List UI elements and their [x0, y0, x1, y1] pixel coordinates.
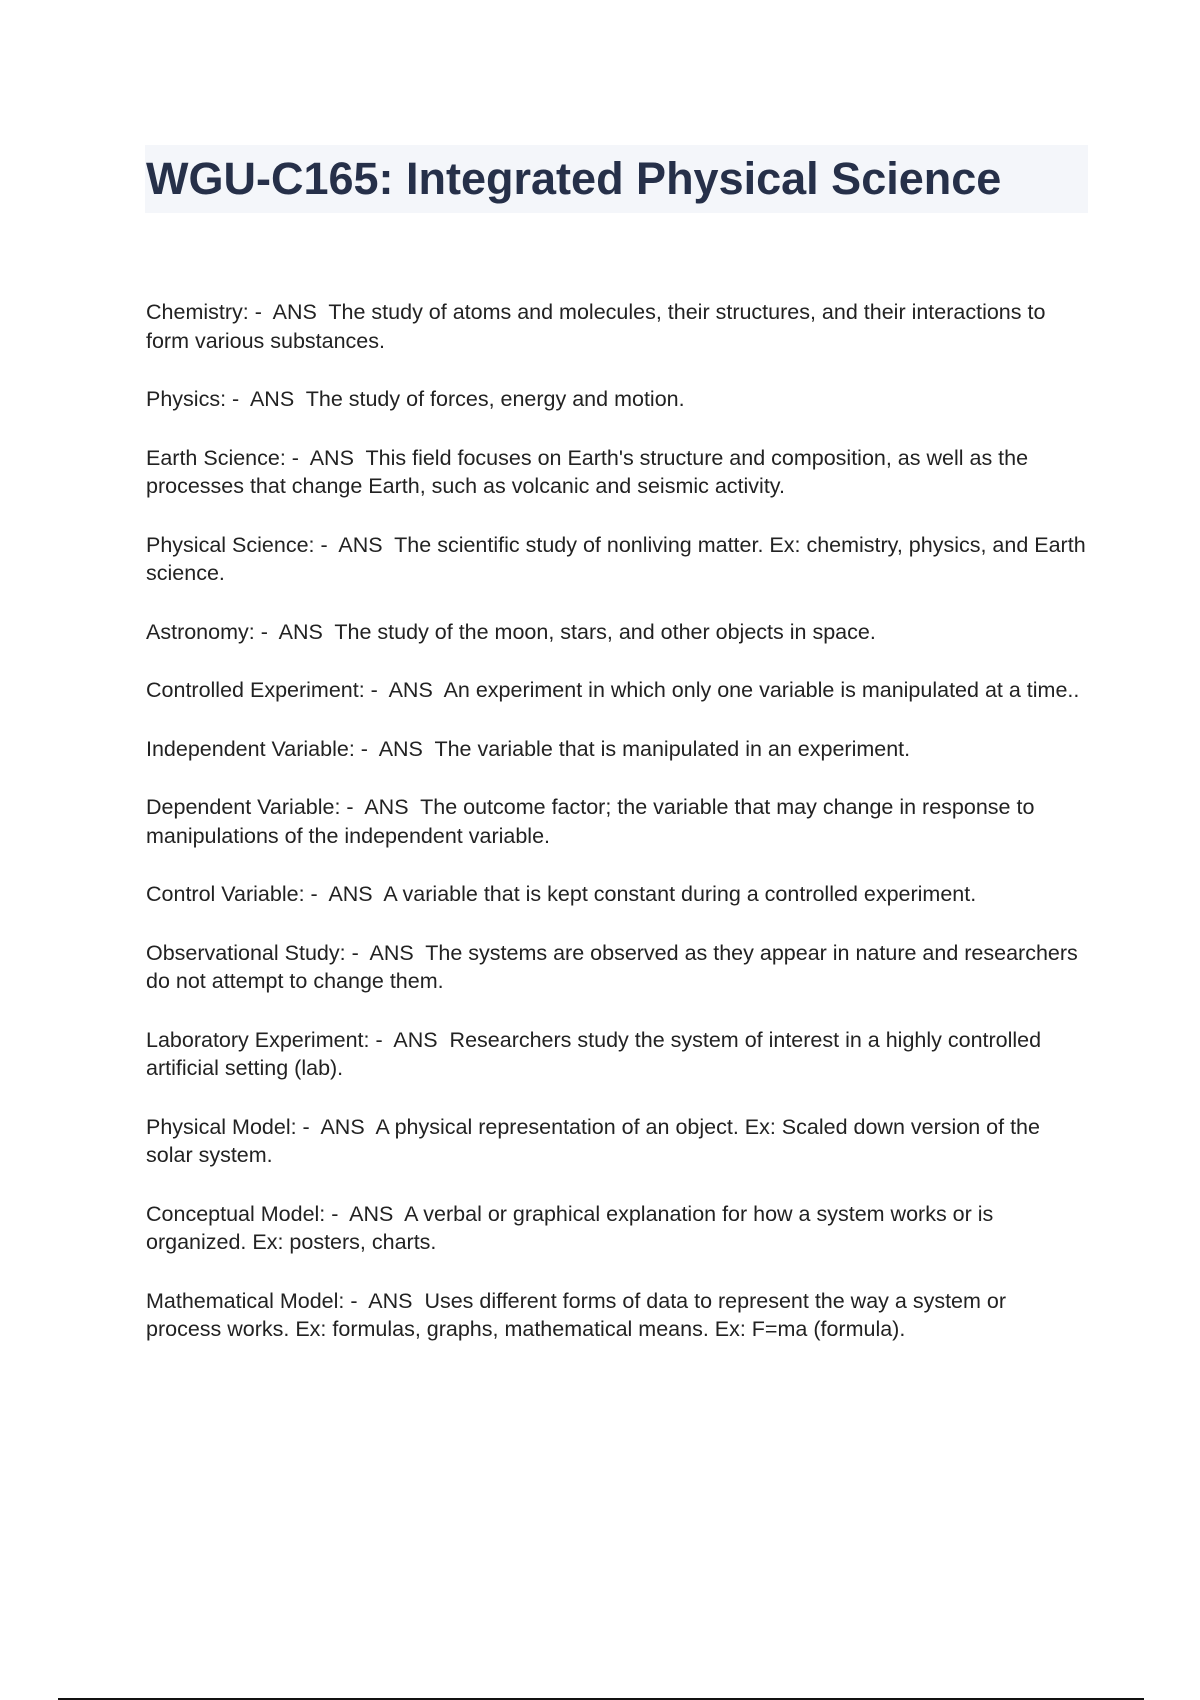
- entry-separator: - ANS: [354, 736, 435, 761]
- entry-term: Physics:: [146, 387, 227, 411]
- definition-list: [146, 298, 1086, 1374]
- entry-definition: A physical representation of an object. Ex: Scaled down version of the solar system.: [146, 1114, 1040, 1167]
- entry-term: Mathematical Model:: [146, 1288, 345, 1313]
- entry-term: Laboratory Experiment:: [146, 1027, 370, 1052]
- entry-definition: This field focuses on Earth's structure and composition, as well as the processes that change Earth, such as volcanic and seismic activity.: [146, 445, 1029, 498]
- definition-entry: [146, 1200, 1086, 1257]
- entry-separator: - ANS: [345, 940, 426, 965]
- entry-term: Controlled Experiment:: [146, 678, 365, 702]
- definition-entry: [146, 793, 1086, 850]
- entry-term: Physical Science:: [146, 532, 315, 557]
- definition-entry: [146, 1026, 1086, 1083]
- definition-entry: [146, 1287, 1086, 1344]
- entry-term: Chemistry:: [146, 300, 249, 324]
- entry-separator: - ANS: [364, 678, 444, 702]
- definition-entry: [146, 1113, 1086, 1170]
- entry-definition: An experiment in which only one variable is manipulated at a time..: [443, 678, 1080, 702]
- entry-definition: The variable that is manipulated in an experiment.: [434, 736, 911, 761]
- entry-separator: - ANS: [340, 795, 421, 819]
- definition-entry: [146, 880, 1086, 909]
- definition-entry: [146, 676, 1086, 705]
- entry-separator: - ANS: [344, 1288, 425, 1313]
- entry-definition: The study of forces, energy and motion.: [305, 387, 685, 411]
- entry-separator: - ANS: [226, 387, 306, 411]
- entry-term: Dependent Variable:: [146, 795, 341, 819]
- entry-separator: - ANS: [254, 619, 335, 644]
- entry-separator: - ANS: [304, 882, 384, 906]
- entry-term: Independent Variable:: [146, 736, 355, 761]
- entry-definition: The scientific study of nonliving matter. Ex: chemistry, physics, and Earth science.: [146, 532, 1086, 585]
- entry-separator: - ANS: [248, 300, 329, 324]
- entry-definition: The systems are observed as they appear in nature and researchers do not attempt to change them.: [146, 940, 1078, 993]
- entry-definition: Researchers study the system of interest in a highly controlled artificial setting (lab).: [146, 1027, 1042, 1080]
- entry-separator: - ANS: [285, 445, 366, 470]
- entry-term: Control Variable:: [146, 882, 305, 906]
- entry-definition: A variable that is kept constant during a controlled experiment.: [383, 882, 977, 906]
- entry-separator: - ANS: [325, 1201, 405, 1226]
- definition-entry: [146, 385, 1086, 414]
- definition-entry: [146, 939, 1086, 996]
- entry-definition: The outcome factor; the variable that may change in response to manipulations of the independent variable.: [146, 795, 1035, 848]
- entry-separator: - ANS: [314, 532, 395, 557]
- definition-entry: [146, 444, 1086, 501]
- entry-term: Astronomy:: [146, 619, 255, 644]
- entry-definition: A verbal or graphical explanation for how a system works or is organized. Ex: posters, charts.: [146, 1201, 994, 1254]
- entry-separator: - ANS: [296, 1114, 376, 1139]
- entry-term: Conceptual Model:: [146, 1201, 326, 1226]
- entry-definition: The study of the moon, stars, and other objects in space.: [334, 619, 876, 644]
- entry-term: Earth Science:: [146, 445, 286, 470]
- entry-definition: The study of atoms and molecules, their structures, and their interactions to form various substances.: [146, 300, 1046, 353]
- definition-entry: [146, 618, 1086, 647]
- definition-entry: [146, 531, 1086, 588]
- entry-definition: Uses different forms of data to represent the way a system or process works. Ex: formulas, graphs, mathematical means. Ex: F=ma (formula).: [146, 1288, 1006, 1341]
- entry-term: Physical Model:: [146, 1114, 297, 1139]
- entry-term: Observational Study:: [146, 940, 346, 965]
- definition-entry: [146, 735, 1086, 764]
- page-title: WGU-C165: Integrated Physical Science: [146, 153, 1002, 204]
- entry-separator: - ANS: [369, 1027, 450, 1052]
- definition-entry: [146, 298, 1086, 355]
